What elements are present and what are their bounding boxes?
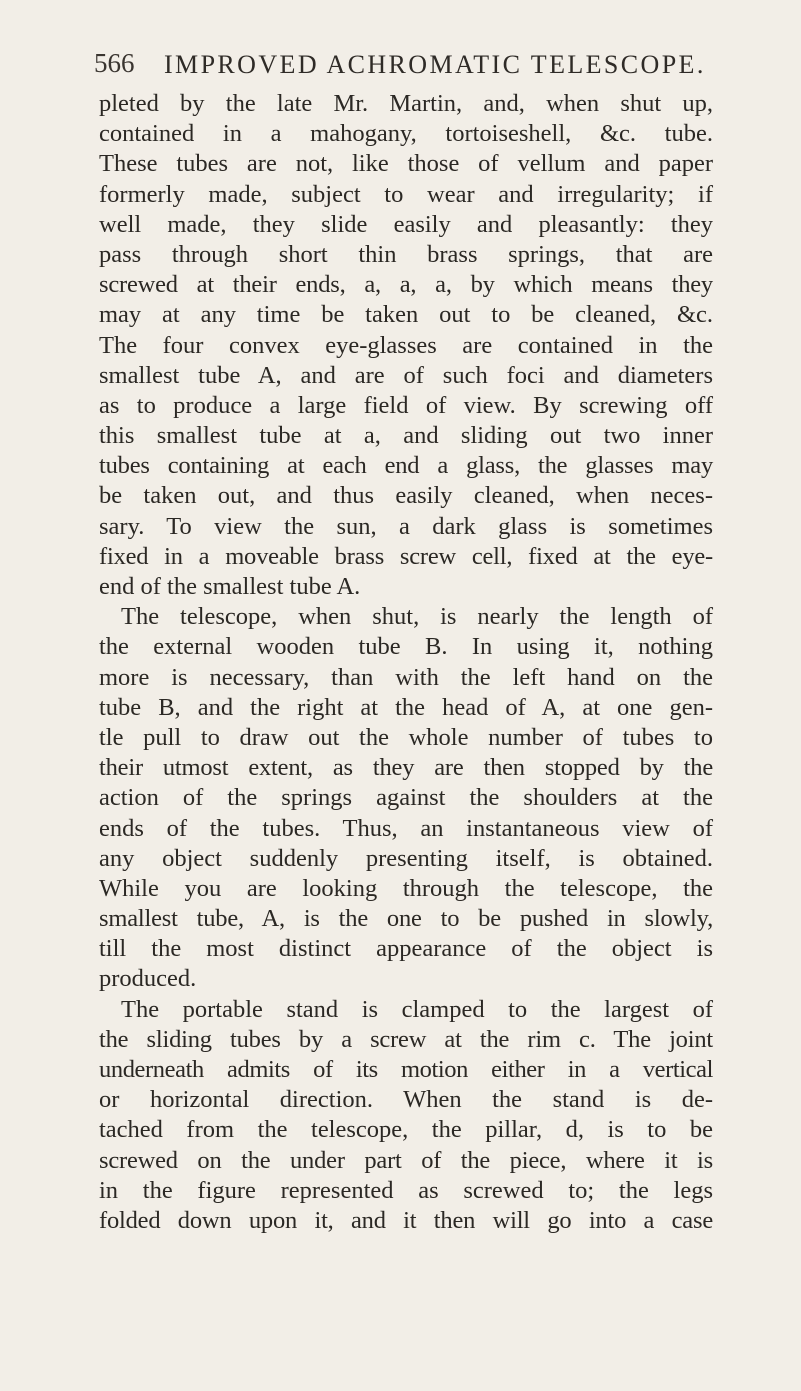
text-line: ends of the tubes. Thus, an instantaneous view of [99,814,713,842]
text-line: underneath admits of its motion either in a vertical [99,1056,713,1083]
text-line: tached from the telescope, the pillar, d, is to be [99,1116,713,1144]
text-line: their utmost extent, as they are then stopped by the [99,754,713,782]
paragraph-start-line: The portable stand is clamped to the largest of [121,995,713,1023]
text-line: any object suddenly presenting itself, is obtained. [99,844,713,872]
text-line: this smallest tube at a, and sliding out two inner [99,422,713,450]
text-line: be taken out, and thus easily cleaned, when neces- [99,482,713,510]
text-line: formerly made, subject to wear and irregularity; if [99,180,713,208]
text-line: well made, they slide easily and pleasantly: they [99,210,713,238]
paragraph-end-line: produced. [99,965,197,993]
text-line: While you are looking through the telescope, the [99,874,713,902]
text-line: pass through short thin brass springs, that are [99,240,713,268]
page-number: 566 [94,48,135,78]
text-line: the sliding tubes by a screw at the rim c. The joint [99,1025,713,1053]
text-line: fixed in a moveable brass screw cell, fixed at the eye- [99,542,713,570]
text-line: pleted by the late Mr. Martin, and, when shut up, [99,90,713,117]
text-line: sary. To view the sun, a dark glass is sometimes [99,512,713,540]
text-line: folded down upon it, and it then will go into a case [99,1206,713,1234]
text-line: smallest tube, A, is the one to be pushed in slowly, [99,905,713,933]
text-line: action of the springs against the shoulders at the [99,784,713,812]
text-line: as to produce a large field of view. By screwing off [99,391,713,419]
text-line: The four convex eye-glasses are contained in the [99,331,713,359]
text-line: in the figure represented as screwed to; the legs [99,1176,713,1204]
paragraph-end-line: end of the smallest tube A. [99,573,361,600]
running-head [94,30,774,80]
text-line: more is necessary, than with the left hand on the [99,663,713,691]
body-text [99,89,713,1236]
text-line: screwed on the under part of the piece, where it is [99,1146,713,1174]
running-title: IMPROVED ACHROMATIC TELESCOPE. [164,50,706,79]
text-line: screwed at their ends, a, a, a, by which means they [99,271,713,299]
text-line: till the most distinct appearance of the object is [99,935,713,963]
text-line: tube B, and the right at the head of A, at one gen- [99,693,713,721]
text-line: tle pull to draw out the whole number of tubes to [99,723,713,751]
text-line: may at any time be taken out to be cleaned, &c. [99,301,713,329]
text-line: These tubes are not, like those of vellum and paper [99,150,713,178]
text-line: smallest tube A, and are of such foci and diameters [99,361,713,389]
text-line: or horizontal direction. When the stand is de- [99,1086,713,1114]
text-line: contained in a mahogany, tortoiseshell, &c. tube. [99,120,713,148]
paragraph-start-line: The telescope, when shut, is nearly the length of [121,603,713,631]
text-line: the external wooden tube B. In using it, nothing [99,633,713,661]
text-line: tubes containing at each end a glass, the glasses may [99,452,713,480]
